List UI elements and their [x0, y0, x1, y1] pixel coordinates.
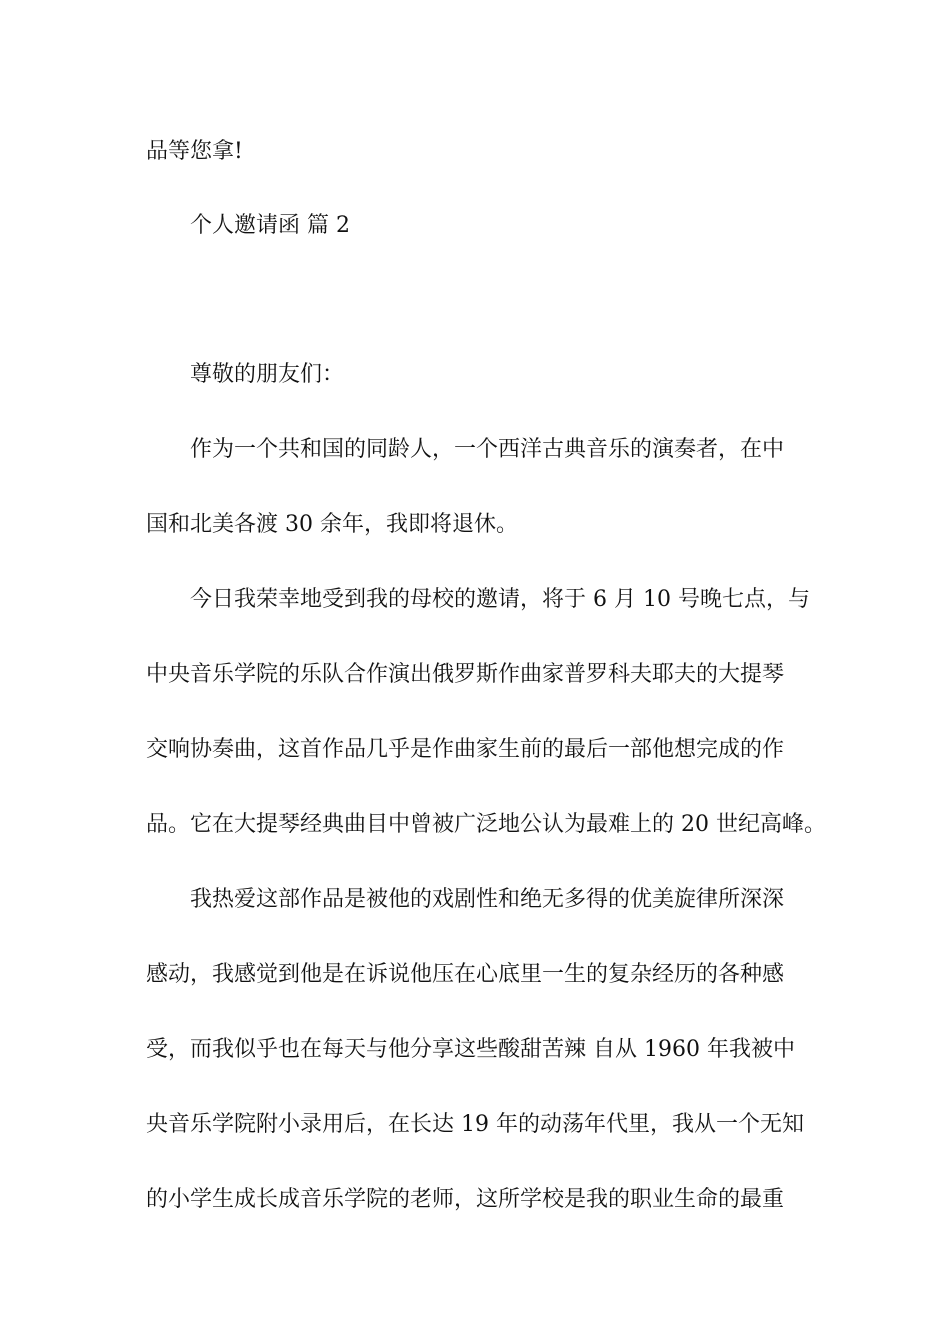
text-line: 央音乐学院附小录用后，在长达 19 年的动荡年代里，我从一个无知: [146, 1112, 804, 1137]
text-line: 我热爱这部作品是被他的戏剧性和绝无多得的优美旋律所深深: [190, 887, 785, 912]
text-line: 中央音乐学院的乐队合作演出俄罗斯作曲家普罗科夫耶夫的大提琴: [146, 662, 785, 687]
text-line: 品等您拿!: [146, 139, 243, 164]
text-line: 交响协奏曲，这首作品几乎是作曲家生前的最后一部他想完成的作: [146, 737, 785, 762]
text-line: 今日我荣幸地受到我的母校的邀请，将于 6 月 10 号晚七点，与: [190, 587, 810, 612]
text-line: 国和北美各渡 30 余年，我即将退休。: [146, 512, 518, 537]
text-line: 品。它在大提琴经典曲目中曾被广泛地公认为最难上的 20 世纪高峰。: [146, 812, 826, 837]
salutation: 尊敬的朋友们：: [190, 362, 345, 387]
section-heading: 个人邀请函 篇 2: [190, 213, 350, 238]
text-line: 作为一个共和国的同龄人，一个西洋古典音乐的演奏者，在中: [190, 437, 785, 462]
text-line: 受，而我似乎也在每天与他分享这些酸甜苦辣 自从 1960 年我被中: [146, 1037, 795, 1062]
text-line: 感动，我感觉到他是在诉说他压在心底里一生的复杂经历的各种感: [146, 962, 785, 987]
text-line: 的小学生成长成音乐学院的老师，这所学校是我的职业生命的最重: [146, 1187, 785, 1212]
